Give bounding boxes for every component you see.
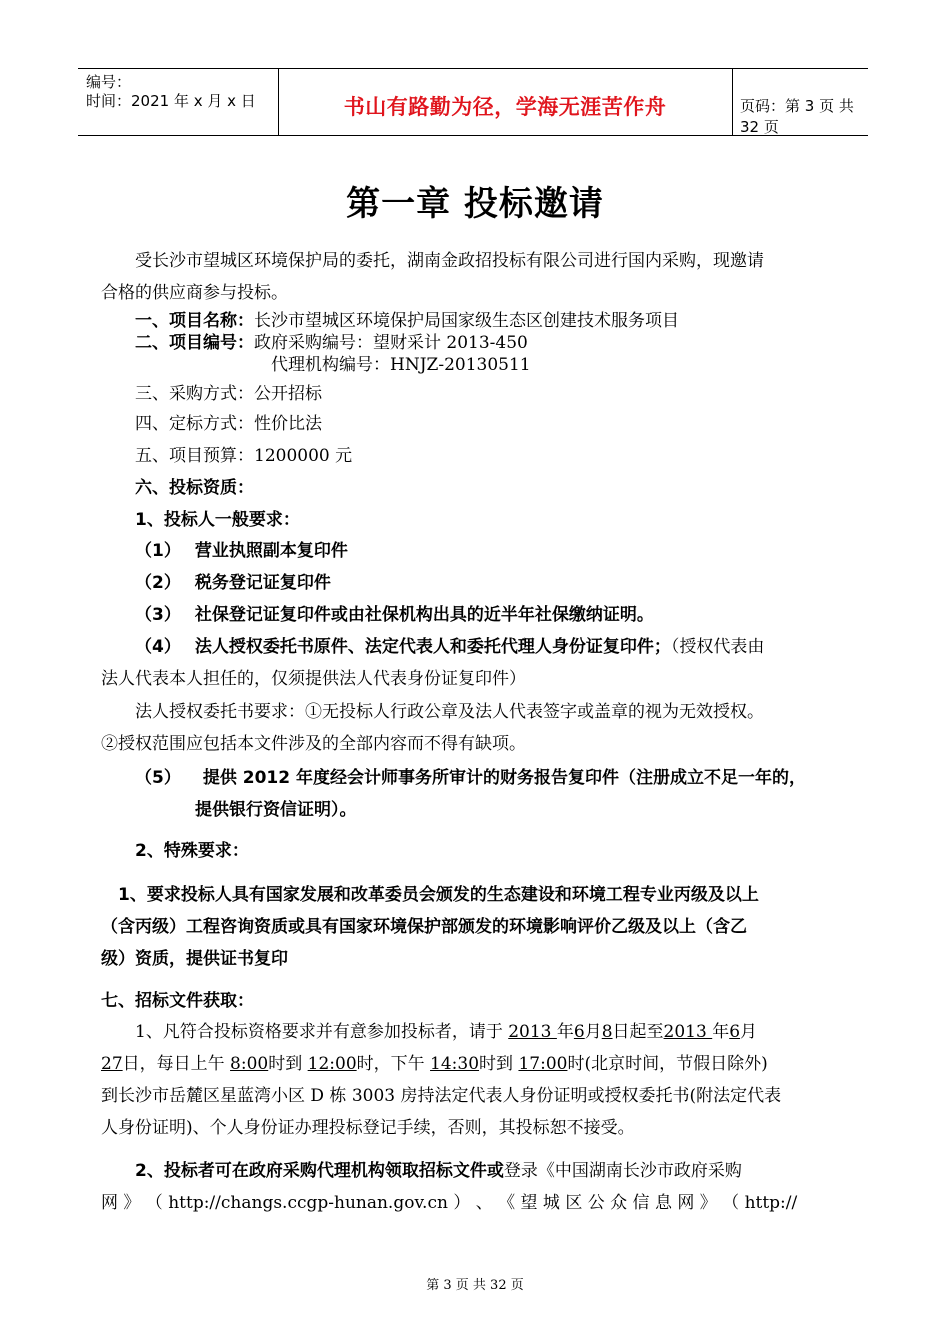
afternoon-end-time: 17:00 xyxy=(518,1054,568,1074)
acquisition-2-bold-text: 2、投标者可在政府采购代理机构领取招标文件或 xyxy=(135,1161,504,1181)
header-motto-cell xyxy=(278,69,733,135)
authorization-note-2: ②授权范围应包括本文件涉及的全部内容而不得有缺项。 xyxy=(101,734,526,754)
acquisition-line-2 xyxy=(101,1053,768,1075)
end-year: 2013 xyxy=(663,1022,713,1042)
chapter-title: 第一章 投标邀请 xyxy=(346,184,604,224)
requirement-5-line-2: 提供银行资信证明）。 xyxy=(195,800,357,820)
acquisition-line-4: 人身份证明)、个人身份证办理投标登记手续，否则，其投标恕不接受。 xyxy=(101,1118,635,1138)
item-document-acquisition: 七、招标文件获取： xyxy=(101,991,254,1011)
morning-end-time: 12:00 xyxy=(307,1054,357,1074)
page-footer: 第 3 页 共 32 页 xyxy=(426,1278,524,1293)
item-project-number-value-2: 代理机构编号：HNJZ-20130511 xyxy=(271,355,531,375)
item-award-method: 四、定标方式：性价比法 xyxy=(135,414,322,434)
acquisition-text: 年 xyxy=(556,1022,574,1042)
special-requirement-line-3: 级）资质，提供证书复印 xyxy=(101,949,288,969)
header-page-number: 页码：第 3 页 共 32 页 xyxy=(740,97,854,136)
acquisition-2-line-2: 网 》 （ http://changs.ccgp-hunan.gov.cn ） 、 《 望 城 区 公 众 信 息 网 》 （ http:// xyxy=(101,1193,798,1213)
special-requirement-line-1: 1、要求投标人具有国家发展和改革委员会颁发的生态建设和环境工程专业丙级及以上 xyxy=(118,885,759,905)
special-requirement-line-2: （含丙级）工程咨询资质或具有国家环境保护部颁发的环境影响评价乙级及以上（含乙 xyxy=(101,917,747,937)
document-date-label: 时间：2021 年 x 月 x 日 xyxy=(86,92,256,110)
item-qualifications: 六、投标资质： xyxy=(135,478,254,498)
acquisition-2-normal-text: 登录《中国湖南长沙市政府采购 xyxy=(503,1161,742,1181)
requirement-2-number: （2） xyxy=(135,573,181,593)
requirement-2-text: 税务登记证复印件 xyxy=(194,573,331,593)
intro-line-1: 受长沙市望城区环境保护局的委托，湖南金政招投标有限公司进行国内采购，现邀请 xyxy=(135,251,764,271)
acquisition-text: 时到 xyxy=(479,1054,519,1074)
requirement-1-text: 营业执照副本复印件 xyxy=(194,541,348,561)
item-project-number-value-1: 政府采购编号：望财采计 2013-450 xyxy=(254,333,528,353)
requirement-2 xyxy=(135,572,331,594)
item-project-number xyxy=(135,332,528,354)
requirement-4-line-2: 法人代表本人担任的，仅须提供法人代表身份证复印件） xyxy=(101,669,526,689)
requirement-3 xyxy=(135,604,654,626)
intro-line-2: 合格的供应商参与投标。 xyxy=(101,283,288,303)
acquisition-text: 月 xyxy=(584,1022,602,1042)
end-month: 6 xyxy=(729,1022,741,1042)
requirement-3-number: （3） xyxy=(135,605,181,625)
morning-start-time: 8:00 xyxy=(230,1054,269,1074)
afternoon-start-time: 14:30 xyxy=(430,1054,480,1074)
acquisition-text: 日起至 xyxy=(612,1022,664,1042)
special-requirements-heading: 2、特殊要求： xyxy=(135,841,249,861)
requirement-4-normal-text: （授权代表由 xyxy=(670,637,765,657)
item-procurement-method: 三、采购方式：公开招标 xyxy=(135,384,322,404)
acquisition-text: 时，下午 xyxy=(356,1054,431,1074)
header-table xyxy=(78,68,868,136)
requirement-4-number: （4） xyxy=(135,637,181,657)
start-month: 6 xyxy=(573,1022,585,1042)
requirement-5 xyxy=(135,767,806,789)
acquisition-text: 1、凡符合投标资格要求并有意参加投标者，请于 xyxy=(135,1022,509,1042)
item-project-name xyxy=(135,310,679,332)
acquisition-text: 年 xyxy=(712,1022,730,1042)
header-motto: 书山有路勤为径，学海无涯苦作舟 xyxy=(343,95,667,119)
end-day: 27 xyxy=(101,1054,123,1074)
acquisition-line-1 xyxy=(135,1021,757,1043)
requirement-1 xyxy=(135,540,348,562)
item-project-number-label: 二、项目编号： xyxy=(135,333,254,353)
requirement-3-text: 社保登记证复印件或由社保机构出具的近半年社保缴纳证明。 xyxy=(194,605,654,625)
requirement-5-text: 提供 2012 年度经会计师事务所审计的财务报告复印件（注册成立不足一年的， xyxy=(202,768,806,788)
start-day: 8 xyxy=(601,1022,613,1042)
item-budget: 五、项目预算：1200000 元 xyxy=(135,446,353,466)
acquisition-text: 时到 xyxy=(268,1054,308,1074)
general-requirements-heading: 1、投标人一般要求： xyxy=(135,510,300,530)
requirement-1-number: （1） xyxy=(135,541,181,561)
item-project-name-label: 一、项目名称： xyxy=(135,311,254,331)
acquisition-text: 时(北京时间，节假日除外) xyxy=(567,1054,768,1074)
acquisition-2-line-1 xyxy=(135,1160,742,1182)
acquisition-text: 日，每日上午 xyxy=(122,1054,231,1074)
start-year: 2013 xyxy=(508,1022,557,1042)
requirement-4 xyxy=(135,636,764,658)
header-meta-cell xyxy=(78,69,279,135)
item-project-name-value: 长沙市望城区环境保护局国家级生态区创建技术服务项目 xyxy=(254,311,679,331)
requirement-4-bold-text: 法人授权委托书原件、法定代表人和委托代理人身份证复印件； xyxy=(194,637,671,657)
acquisition-line-3: 到长沙市岳麓区星蓝湾小区 D 栋 3003 房持法定代表人身份证明或授权委托书(附法定代表 xyxy=(101,1086,782,1106)
acquisition-text: 月 xyxy=(740,1022,758,1042)
authorization-note-1: 法人授权委托书要求：①无投标人行政公章及法人代表签字或盖章的视为无效授权。 xyxy=(135,702,764,722)
document-number-label: 编号： xyxy=(86,73,132,91)
requirement-5-number: （5） xyxy=(135,768,181,788)
